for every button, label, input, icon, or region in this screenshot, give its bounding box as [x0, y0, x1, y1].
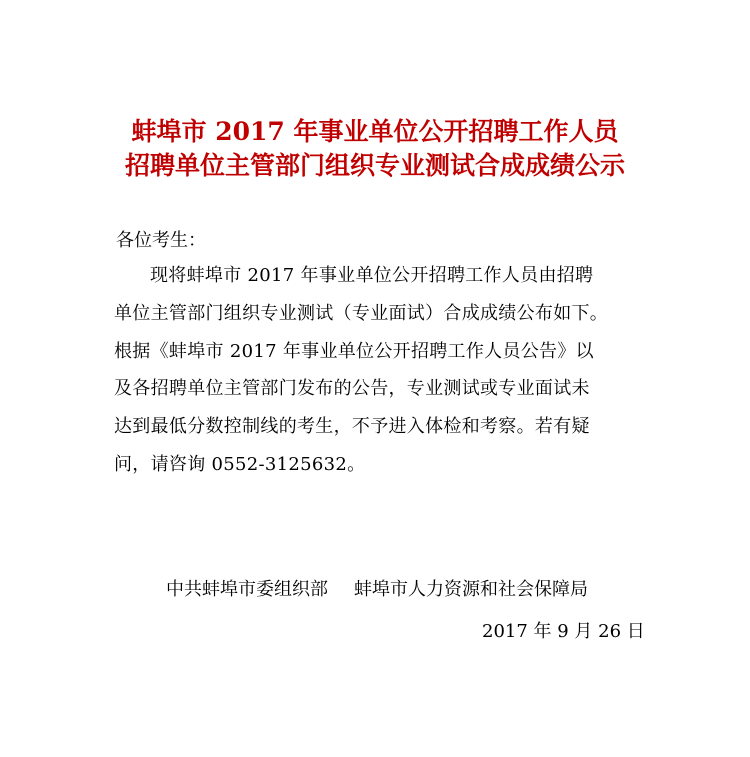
signature-org-1: 中共蚌埠市委组织部 — [166, 579, 328, 600]
notice-title-line-1: 蚌埠市 2017 年事业单位公开招聘工作人员 — [131, 117, 619, 146]
notice-title-line-2: 招聘单位主管部门组织专业测试合成成绩公示 — [124, 151, 625, 180]
signature-org-2: 蚌埠市人力资源和社会保障局 — [354, 579, 588, 600]
body-line-3: 根据《蚌埠市 2017 年事业单位公开招聘工作人员公告》以 — [114, 341, 594, 362]
salutation: 各位考生： — [116, 230, 206, 251]
body-line-2: 单位主管部门组织专业测试（专业面试）合成成绩公布如下。 — [114, 303, 609, 324]
body-line-4: 及各招聘单位主管部门发布的公告，专业测试或专业面试未 — [114, 378, 590, 399]
body-line-6: 问，请咨询 0552-3125632。 — [114, 454, 366, 475]
signature-block — [166, 578, 588, 602]
notice-date: 2017 年 9 月 26 日 — [482, 621, 645, 642]
body-line-5: 达到最低分数控制线的考生，不予进入体检和考察。若有疑 — [114, 416, 590, 437]
body-line-1: 现将蚌埠市 2017 年事业单位公开招聘工作人员由招聘 — [150, 265, 594, 286]
